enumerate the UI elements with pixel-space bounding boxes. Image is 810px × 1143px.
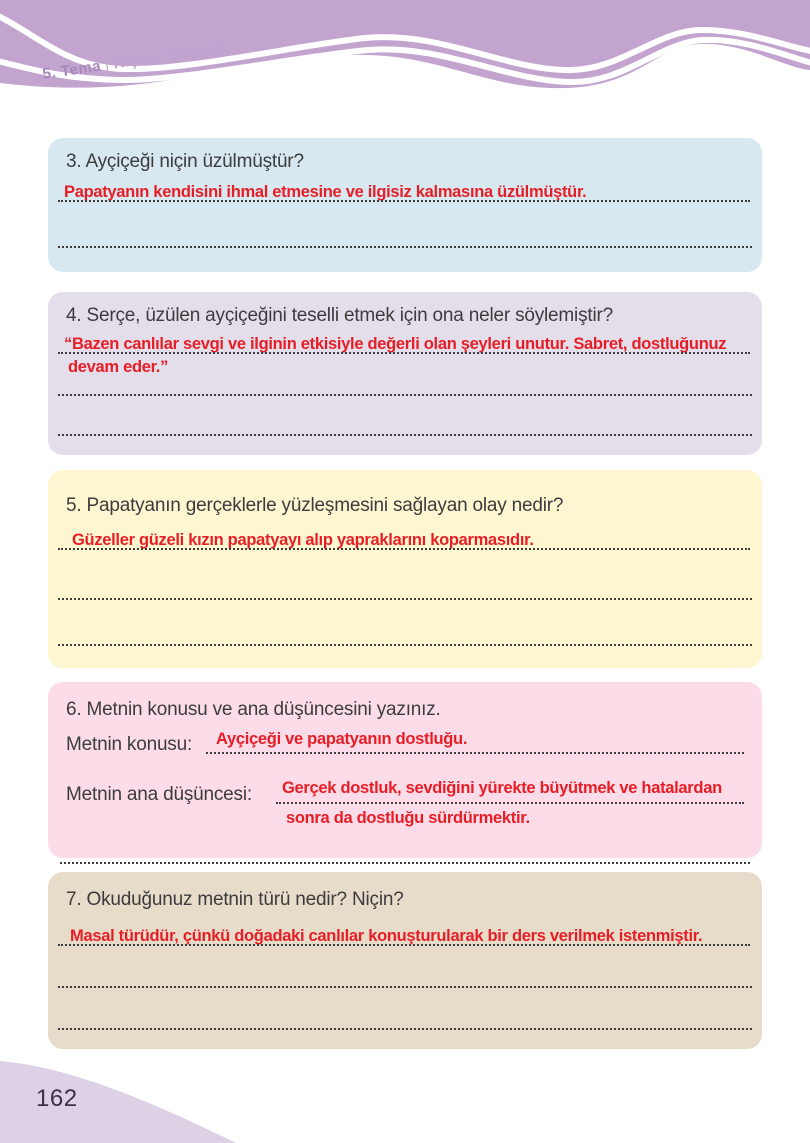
question-box-6 bbox=[48, 682, 762, 858]
main-idea-label: Metnin ana düşüncesi: bbox=[66, 784, 252, 805]
page-number: 162 bbox=[36, 1085, 78, 1112]
answer-line bbox=[206, 752, 744, 754]
question-4-answer-line1: “Bazen canlılar sevgi ve ilginin etkisiyle değerli olan şeyleri unutur. Sabret, dostluğunuz bbox=[64, 335, 727, 353]
main-idea-answer-line1: Gerçek dostluk, sevdiğini yürekte büyütmek ve hatalardan bbox=[282, 779, 722, 797]
blank-answer-line bbox=[58, 434, 752, 436]
blank-answer-line bbox=[58, 1028, 752, 1030]
question-4-answer-line2: devam eder.” bbox=[68, 358, 169, 376]
header-separator: | bbox=[103, 56, 111, 74]
question-box-5 bbox=[48, 470, 762, 668]
question-box-3 bbox=[48, 138, 762, 272]
question-3-answer-row bbox=[58, 182, 752, 202]
question-3-text: 3. Ayçiçeği niçin üzülmüştür? bbox=[66, 151, 304, 172]
blank-answer-line bbox=[58, 644, 752, 646]
blank-answer-line bbox=[58, 246, 752, 248]
theme-label: 5. Tema bbox=[41, 57, 103, 83]
main-idea-field-row bbox=[66, 769, 746, 807]
question-5-text: 5. Papatyanın gerçeklerle yüzleşmesini sağlayan olay nedir? bbox=[66, 495, 564, 516]
question-7-answer-text: Masal türüdür, çünkü doğadaki canlılar konuşturularak bir ders verilmek istenmiştir. bbox=[70, 927, 703, 945]
answer-line bbox=[58, 944, 750, 946]
topic-answer-text: Ayçiçeği ve papatyanın dostluğu. bbox=[216, 730, 468, 748]
question-box-4 bbox=[48, 292, 762, 455]
main-idea-answer-line2: sonra da dostluğu sürdürmektir. bbox=[286, 809, 530, 827]
blank-answer-line bbox=[58, 394, 752, 396]
answer-line bbox=[276, 802, 744, 804]
question-6-text: 6. Metnin konusu ve ana düşüncesini yazınız. bbox=[66, 699, 441, 720]
answer-line bbox=[58, 352, 750, 354]
blank-answer-line bbox=[60, 862, 750, 864]
question-4-text: 4. Serçe, üzülen ayçiçeğini teselli etmek için ona neler söylemiştir? bbox=[66, 305, 613, 326]
question-3-answer-text: Papatyanın kendisini ihmal etmesine ve ilgisiz kalmasına üzülmüştür. bbox=[64, 183, 587, 201]
question-7-text: 7. Okuduğunuz metnin türü nedir? Niçin? bbox=[66, 889, 404, 910]
blank-answer-line bbox=[58, 598, 752, 600]
question-4-answer-row bbox=[58, 334, 752, 354]
answer-line bbox=[58, 548, 750, 550]
blank-answer-line bbox=[58, 986, 752, 988]
question-box-7 bbox=[48, 872, 762, 1049]
answer-line bbox=[58, 200, 750, 202]
topic-field-row bbox=[66, 721, 746, 757]
topic-label: Metnin konusu: bbox=[66, 734, 193, 755]
question-5-answer-row bbox=[58, 530, 752, 550]
question-5-answer-text: Güzeller güzeli kızın papatyayı alıp yapraklarını koparmasıdır. bbox=[72, 531, 534, 549]
question-7-answer-row bbox=[58, 926, 752, 946]
section-title: Kişisel Gelişim bbox=[112, 38, 230, 73]
